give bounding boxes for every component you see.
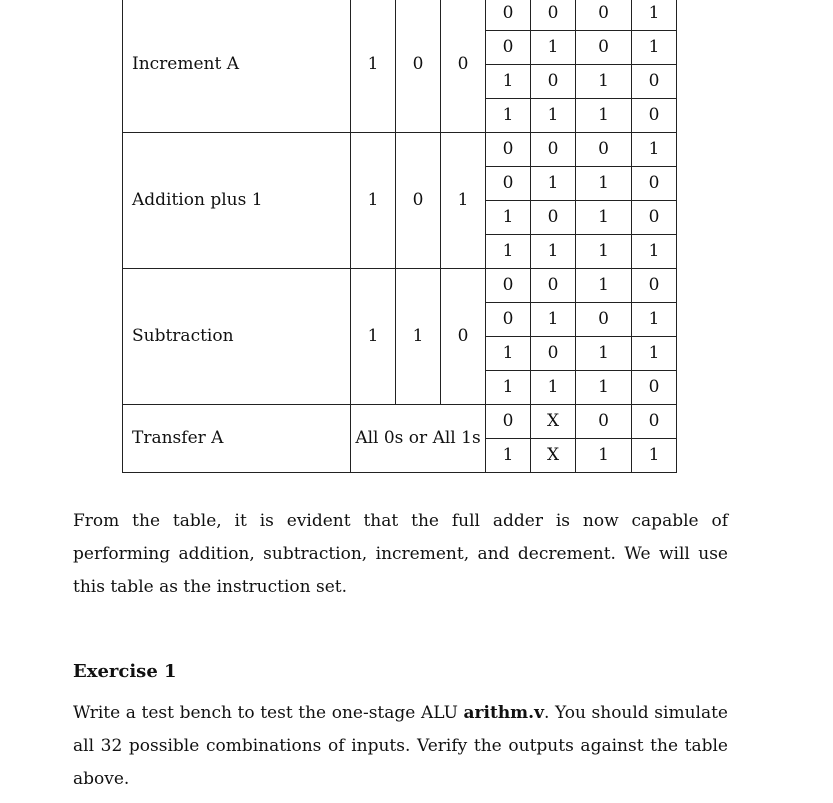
bit-cell: 1: [632, 303, 677, 337]
exercise-paragraph: [73, 697, 728, 796]
bit-cell: 1: [486, 99, 531, 133]
bit-cell: 1: [576, 337, 632, 371]
bit-cell: X: [531, 439, 576, 473]
bit-cell: 1: [576, 235, 632, 269]
bit-cell: 0: [486, 405, 531, 439]
bit-cell: 1: [531, 235, 576, 269]
bit-cell: 1: [632, 337, 677, 371]
bit-cell: 1: [576, 201, 632, 235]
control-bit: 0: [395, 133, 440, 268]
bit-cell: 1: [531, 31, 576, 65]
operation-cell: Transfer A: [123, 405, 351, 473]
bit-cell: 0: [632, 405, 677, 439]
intro-paragraph: From the table, it is evident that the full adder is now capable of performing addition, subtraction, increment, and decrement. We will use this table as the instruction set.: [73, 511, 728, 597]
bit-cell: 1: [576, 371, 632, 405]
bit-cell: 0: [632, 269, 677, 303]
bit-cell: 0: [632, 99, 677, 133]
bit-cell: 0: [486, 0, 531, 31]
control-bit: 0: [395, 0, 440, 132]
bit-cell: 0: [531, 269, 576, 303]
exercise-heading: Exercise 1: [73, 661, 177, 682]
control-bit: 0: [440, 269, 485, 404]
bit-cell: 1: [576, 167, 632, 201]
table-row: [123, 0, 677, 31]
operation-cell: Subtraction: [123, 269, 351, 405]
bit-cell: 0: [486, 269, 531, 303]
bit-cell: 0: [531, 0, 576, 31]
bit-cell: 1: [486, 371, 531, 405]
operation-cell: Increment A: [123, 0, 351, 133]
bit-cell: 0: [576, 405, 632, 439]
bit-cell: 1: [531, 371, 576, 405]
bit-cell: 1: [486, 235, 531, 269]
bit-cell: 1: [486, 439, 531, 473]
bit-cell: 0: [576, 133, 632, 167]
bit-cell: 0: [531, 337, 576, 371]
control-bit: 1: [440, 133, 485, 268]
control-cell: All 0s or All 1s: [351, 405, 486, 473]
bit-cell: 0: [632, 371, 677, 405]
control-bit: 0: [440, 0, 485, 132]
bit-cell: 0: [486, 133, 531, 167]
control-bit: 1: [367, 54, 379, 74]
control-bit: 1: [367, 326, 379, 346]
bit-cell: 1: [531, 303, 576, 337]
bit-cell: 1: [531, 167, 576, 201]
alu-table: [122, 0, 677, 473]
bit-cell: 0: [486, 31, 531, 65]
bit-cell: 1: [531, 99, 576, 133]
bit-cell: 1: [632, 235, 677, 269]
bit-cell: 1: [576, 269, 632, 303]
control-cell: [351, 269, 486, 405]
control-bit: 1: [367, 190, 379, 210]
operation-cell: Addition plus 1: [123, 133, 351, 269]
bit-cell: 1: [576, 65, 632, 99]
bit-cell: 0: [576, 0, 632, 31]
bit-cell: 1: [486, 65, 531, 99]
bit-cell: 1: [632, 0, 677, 31]
table-row: [123, 405, 677, 439]
bit-cell: 0: [531, 65, 576, 99]
bit-cell: 0: [576, 303, 632, 337]
bit-cell: 1: [632, 439, 677, 473]
bit-cell: 1: [576, 99, 632, 133]
bit-cell: 0: [531, 133, 576, 167]
control-cell: [351, 0, 486, 133]
exercise-filename: arithm.v: [463, 703, 544, 723]
bit-cell: 0: [486, 303, 531, 337]
bit-cell: X: [531, 405, 576, 439]
table-row: [123, 269, 677, 303]
exercise-text-after: . You should simulate all 32 possible combinations of inputs. Verify the outputs against the table above.: [73, 703, 728, 789]
bit-cell: 1: [632, 133, 677, 167]
bit-cell: 1: [486, 337, 531, 371]
bit-cell: 0: [632, 65, 677, 99]
bit-cell: 1: [576, 439, 632, 473]
exercise-text-before: Write a test bench to test the one-stage ALU: [73, 703, 464, 723]
bit-cell: 0: [486, 167, 531, 201]
bit-cell: 0: [531, 201, 576, 235]
bit-cell: 0: [632, 167, 677, 201]
bit-cell: 0: [576, 31, 632, 65]
control-bit: 1: [395, 269, 440, 404]
table-row: [123, 133, 677, 167]
bit-cell: 1: [632, 31, 677, 65]
control-cell: [351, 133, 486, 269]
bit-cell: 1: [486, 201, 531, 235]
bit-cell: 0: [632, 201, 677, 235]
